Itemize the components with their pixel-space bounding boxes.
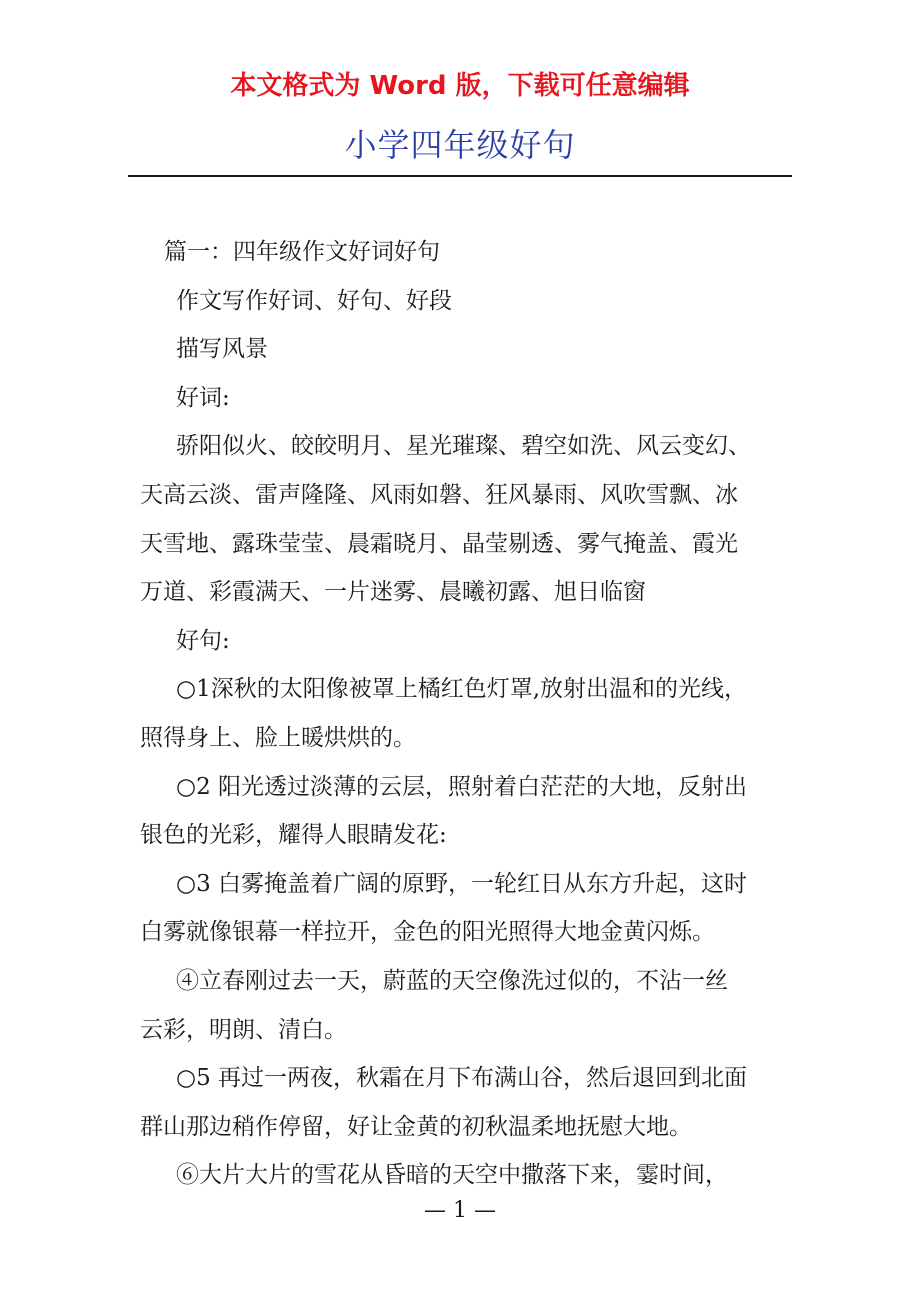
paragraph-line: ④立春刚过去一天，蔚蓝的天空像洗过似的，不沾一丝 [176,967,728,994]
section-heading: 篇一：四年级作文好词好句 [164,239,440,265]
paragraph-line: ○2 阳光透过淡薄的云层，照射着白茫茫的大地，反射出 [176,773,748,800]
paragraph-line: 天高云淡、雷声隆隆、风雨如磐、狂风暴雨、风吹雪飘、冰 [140,481,738,508]
paragraph-line: 云彩，明朗、清白。 [140,1016,347,1043]
paragraph-line: ○3 白雾掩盖着广阔的原野，一轮红日从东方升起，这时 [176,870,748,897]
words-label: 好词: [176,384,230,411]
paragraph-line: 银色的光彩，耀得人眼睛发花: [140,822,447,849]
page-number: — 1 — [424,1198,496,1223]
format-notice-banner: 本文格式为 Word 版，下载可任意编辑 [230,71,690,101]
paragraph-line: 天雪地、露珠莹莹、晨霜晓月、晶莹剔透、雾气掩盖、霞光 [140,530,738,557]
paragraph-line: 群山那边稍作停留，好让金黄的初秋温柔地抚慰大地。 [140,1113,692,1140]
paragraph-line: 万道、彩霞满天、一片迷雾、晨曦初露、旭日临窗 [140,579,646,606]
paragraph-line: ⑥大片大片的雪花从昏暗的天空中撒落下来，霎时间， [176,1162,728,1189]
subheading: 作文写作好词、好句、好段 [176,287,452,314]
paragraph-line: 骄阳似火、皎皎明月、星光璀璨、碧空如洗、风云变幻、 [176,433,751,460]
paragraph-line: 白雾就像银幕一样拉开，金色的阳光照得大地金黄闪烁。 [140,919,715,946]
sentences-label: 好句: [176,627,230,654]
paragraph-line: ○5 再过一两夜，秋霜在月下布满山谷，然后退回到北面 [176,1065,748,1092]
category-heading: 描写风景 [176,336,268,363]
document-body [140,228,800,1200]
title-divider [128,175,792,177]
paragraph-line: 照得身上、脸上暖烘烘的。 [140,724,416,751]
paragraph-line: ○1深秋的太阳像被罩上橘红色灯罩,放射出温和的光线， [176,676,748,703]
document-title: 小学四年级好句 [344,126,576,164]
